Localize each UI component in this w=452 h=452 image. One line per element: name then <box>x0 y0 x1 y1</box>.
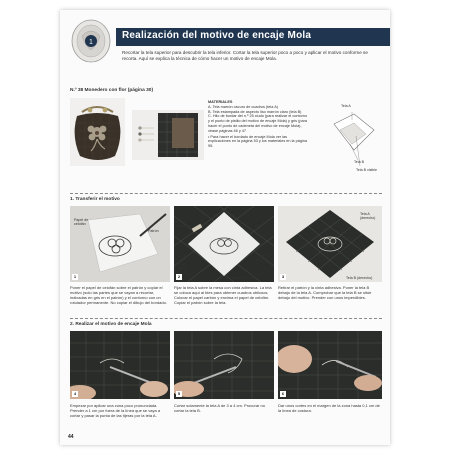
medal-number: 1 <box>89 39 93 46</box>
label-papel-celofan: Papel de celofán <box>74 218 89 226</box>
label-papel-carbon: Papel carbón <box>178 262 189 270</box>
step-3-caption: Retirar el patrón y la cinta adhesiva. Poner la tela B debajo de la tela A. Comprobar que la tela B se sitúe debajo del motivo. Prender con unos imperdibles. <box>278 285 372 300</box>
coin-purse-photo <box>70 98 125 166</box>
step-number: 5 <box>177 391 181 396</box>
page-title: Realización del motivo de encaje Mola <box>122 30 312 41</box>
diagram-label-tela-b-visible: Tela B visible <box>356 168 377 172</box>
material-item: B. Tela estampada de aspecto liso marrón claro (tela B) <box>208 109 302 114</box>
step-6-caption: Dar unos cortes en el margen de la zona hasta 0,1 cm de la línea de costura. <box>278 403 380 413</box>
label-patron: Patrón <box>148 229 159 233</box>
section-1-title: 1. Transferir el motivo <box>70 197 120 202</box>
fabric-layer-diagram <box>322 106 382 176</box>
materials-list <box>208 100 308 149</box>
step-5-photo <box>174 331 274 399</box>
step-4-photo <box>70 331 170 399</box>
label-papel-celofan-2: Papel de celofán <box>256 254 271 262</box>
label-tela-a-derecho-2: Tela A (derecho) <box>360 212 376 220</box>
material-item: C. Hilo de bordar del n.º 25 ciudo (para realizar el contorno y el punto de pistilo del motivo de encaje Mola) y gris (para hacer el punto de cadeneta del motivo de encaje Mola), véase páginas 46 y 47 <box>208 114 308 133</box>
label-cinta-adhesiva: Cinta adhesiva <box>176 220 191 228</box>
page-number: 44 <box>68 434 74 440</box>
label-tela-a-derecho: Tela A (derecho) <box>230 276 256 280</box>
diagram-label-tela-a: Tela A <box>341 104 351 108</box>
step-4-caption: Empezar por aplicar una zona poco pronunciada. Prender a 1 cm por fuera de la línea que se vaya a cortar y pasar la punta de las tijeras por la tela A. <box>70 403 161 418</box>
step-2-photo <box>174 206 274 282</box>
materials-photo <box>132 110 204 160</box>
step-1-caption: Poner el papel de celofán sobre el patrón y copiar el motivo (solo las partes que se vayan a recortar, indicadas en gris en el patrón) y el contorno con un rotulador permanente. No copiar el dibujo del bordado. <box>70 285 167 305</box>
material-note: • Para hacer el bordado de encaje Mola ver las explicaciones en la página 53 y los materiales en la página 95. <box>208 134 307 149</box>
step-6-photo <box>278 331 382 399</box>
step-number: 1 <box>73 274 77 279</box>
step-5-caption: Cortar solamente la tela A de 3 a 4 cm. Procurar no cortar la tela B. <box>174 403 265 413</box>
divider <box>70 318 382 319</box>
section-2-title: 2. Realizar el motivo de encaje Mola <box>70 322 152 327</box>
step-number: 6 <box>281 391 285 396</box>
materials-heading: MATERIALES <box>208 100 233 104</box>
divider <box>70 193 382 194</box>
step-2-caption: Fijar la tela A sobre la mesa con cinta adhesiva. La tela se coloca aquí al bies para obtener cuadros oblicuos. Colocar el papel carbón y encima el papel de celofán. Copiar el patrón sobre la tela. <box>174 285 272 305</box>
step-number: 2 <box>177 274 181 279</box>
medal-emblem-icon <box>70 18 112 64</box>
intro-text: Recortar la tela superior para descubrir la tela inferior. Cortar la tela superior poco a poco y aplicar el motivo conforme se recorta. Aquí se explica la técnica de cómo hacer un motivo de encaje Mola. <box>122 50 368 61</box>
label-tela-b-derecho: Tela B (derecho) <box>346 276 373 280</box>
step-number: 4 <box>73 391 77 396</box>
step-number: 3 <box>281 274 285 279</box>
project-label: N.º 38 Monedero con flor (página 30) <box>70 88 154 93</box>
material-item: A. Tela marrón oscuro de cuadros (tela A) <box>208 104 278 109</box>
diagram-label-tela-b: Tela B <box>354 160 364 164</box>
book-page <box>60 10 390 445</box>
